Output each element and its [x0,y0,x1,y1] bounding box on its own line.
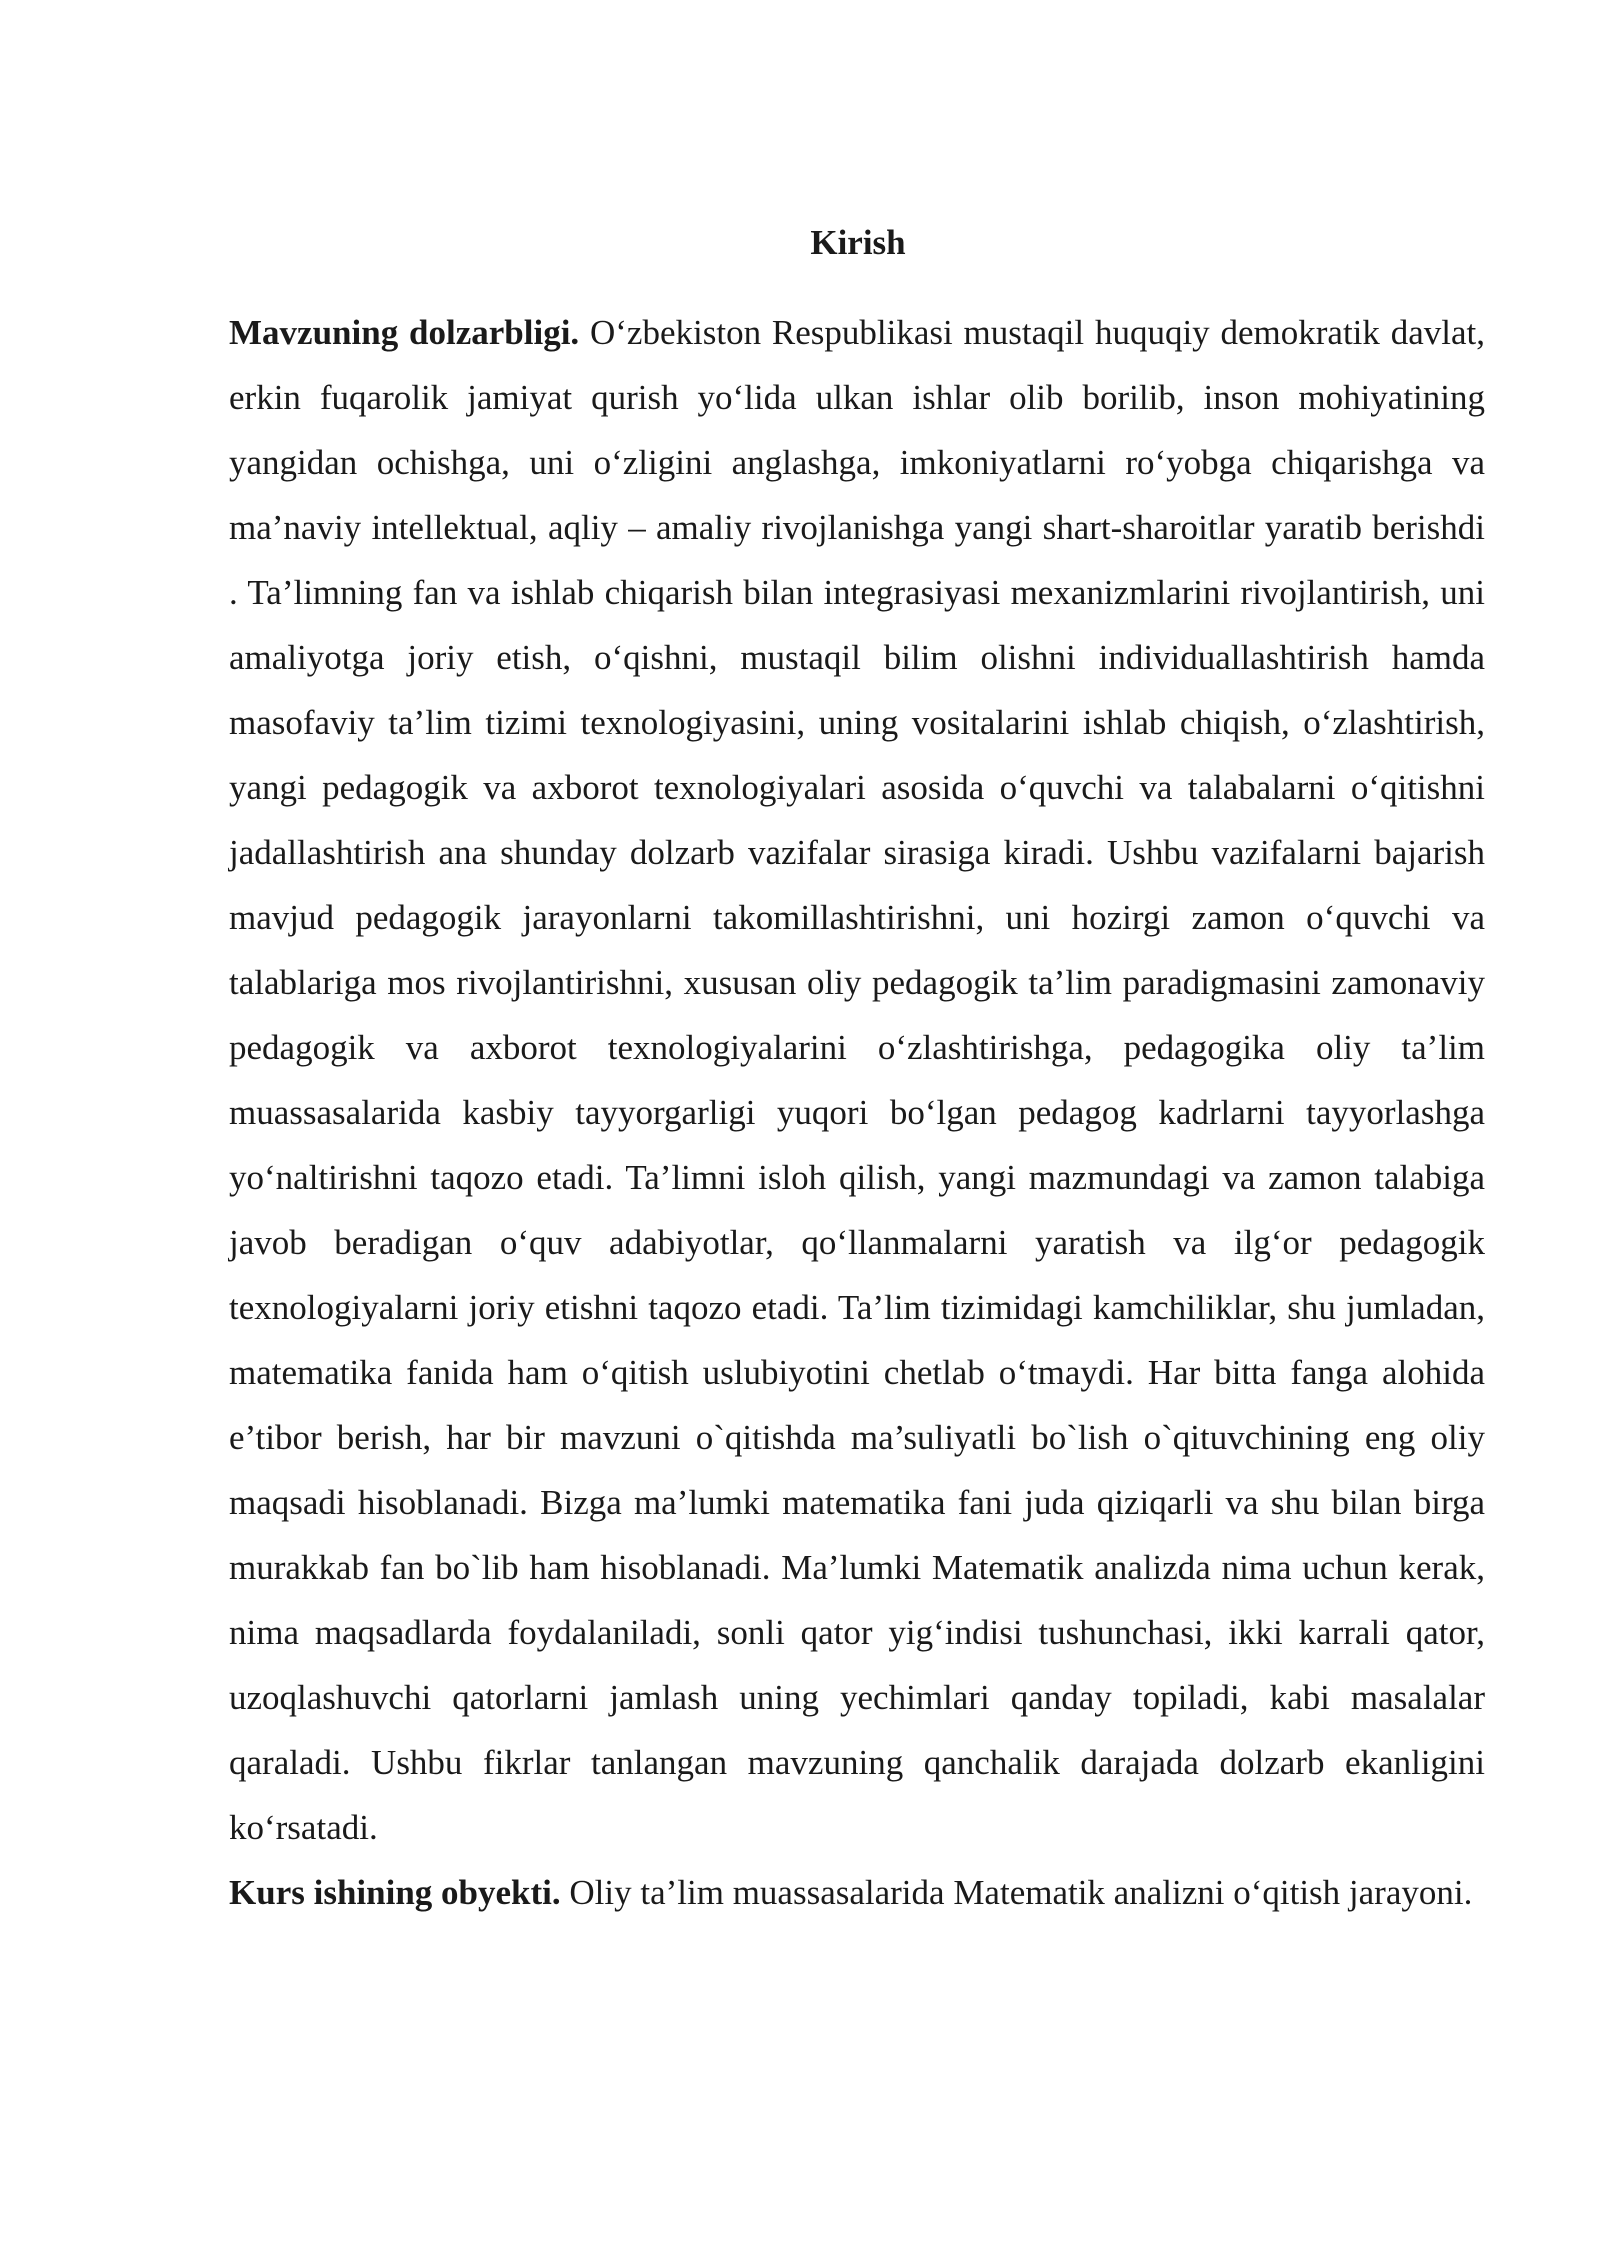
document-body [229,300,1485,1925]
page-title: Kirish [810,223,906,262]
relevance-text: O‘zbekiston Respublikasi mustaqil huquqiy demokratik davlat, erkin fuqarolik jamiyat qurish yo‘lida ulkan ishlar olib borilib, inson mohiyatining yangidan ochishga, uni o‘zligini anglashga, imkoniyatlarni ro‘yobga chiqarishga va ma’naviy intellektual, aqliy – amaliy rivojlanishga yangi shart-sharoitlar yaratib berishdi . Ta’limning fan va ishlab chiqarish bilan integrasiyasi mexanizmlarini rivojlantirish, uni amaliyotga joriy etish, o‘qishni, mustaqil bilim olishni individuallashtirish hamda masofaviy ta’lim tizimi texnologiyasini, uning vositalarini ishlab chiqish, o‘zlashtirish, yangi pedagogik va axborot texnologiyalari asosida o‘quvchi va talabalarni o‘qitishni jadallashtirish ana shunday dolzarb vazifalar sirasiga kiradi. Ushbu vazifalarni bajarish mavjud pedagogik jarayonlarni takomillashtirishni, uni hozirgi zamon o‘quvchi va talablariga mos rivojlantirishni, xususan oliy pedagogik ta’lim paradigmasini zamonaviy pedagogik va axborot texnologiyalarini o‘zlashtirishga, pedagogika oliy ta’lim muassasalarida kasbiy tayyorgarligi yuqori bo‘lgan pedagog kadrlarni tayyorlashga yo‘naltirishni taqozo etadi. Ta’limni isloh qilish, yangi mazmundagi va zamon talabiga javob beradigan o‘quv adabiyotlar, qo‘llanmalarni yaratish va ilg‘or pedagogik texnologiyalarni joriy etishni taqozo etadi. Ta’lim tizimidagi kamchiliklar, shu jumladan, matematika fanida ham o‘qitish uslubiyotini chetlab o‘tmaydi. Har bitta fanga alohida e’tibor berish, har bir mavzuni o`qitishda ma’suliyatli bo`lish o`qituvchining eng oliy maqsadi hisoblanadi. Bizga ma’lumki matematika fani juda qiziqarli va shu bilan birga murakkab fan bo`lib ham hisoblanadi. Ma’lumki Matematik analizda nima uchun kerak, nima maqsadlarda foydalaniladi, sonli qator yig‘indisi tushunchasi, ikki karrali qator, uzoqlashuvchi qatorlarni jamlash uning yechimlari qanday topiladi, kabi masalalar qaraladi. Ushbu fikrlar tanlangan mavzuning qanchalik darajada dolzarb ekanligini ko‘rsatadi. [229,313,1485,1847]
object-lead: Kurs ishining obyekti. [229,1873,561,1912]
object-paragraph [229,1860,1485,1925]
relevance-paragraph [229,300,1485,1860]
object-text: Oliy ta’lim muassasalarida Matematik analizni o‘qitish jarayoni. [560,1873,1473,1912]
relevance-lead: Mavzuning dolzarbligi. [229,313,580,352]
